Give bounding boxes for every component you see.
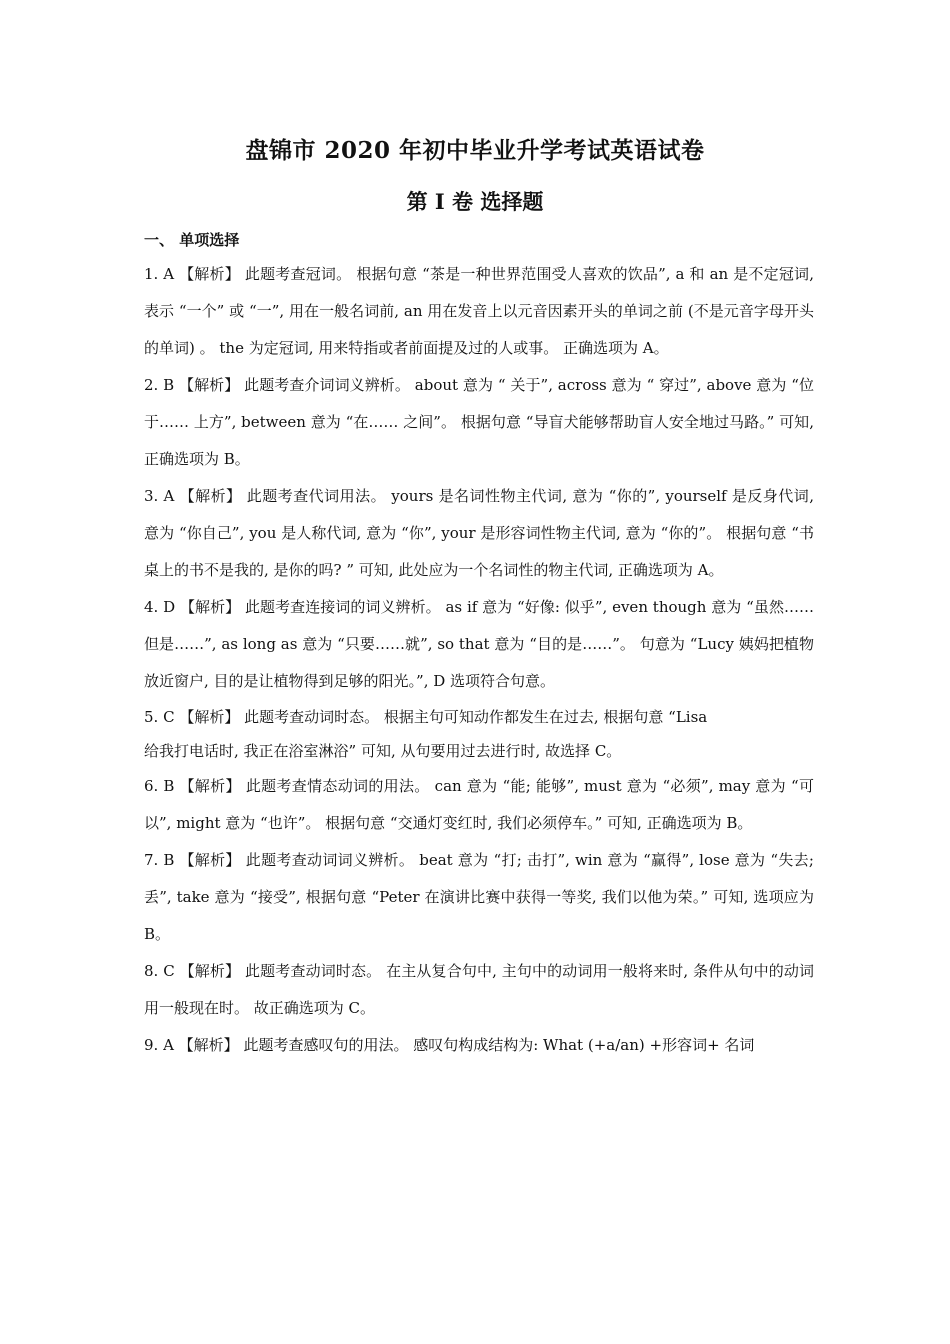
answer-list xyxy=(144,256,814,1064)
answer-item-5-line-1: 5. C 【解析】 此题考查动词时态。 根据主句可知动作都发生在过去, 根据句意 “Lisa xyxy=(144,708,708,726)
answer-item-4: 4. D 【解析】 此题考查连接词的词义辨析。 as if 意为 “好像: 似乎”, even though 意为 “虽然…… 但是……”, as long as 意为 “只要……就”, so that 意为 “目的是……”。 句意为 “Lucy 姨妈把植物放近窗户, 目的是让植物得到足够的阳光。”, D 选项符合句意。 xyxy=(144,598,814,690)
answer-item-3: 3. A 【解析】 此题考查代词用法。 yours 是名词性物主代词, 意为 “你的”, yourself 是反身代词, 意为 “你自己”, you 是人称代词, 意为 “你”, your 是形容词性物主代词, 意为 “你的”。 根据句意 “书桌上的书不是我的, 是你的吗? ” 可知, 此处应为一个名词性的物主代词, 正确选项为 A。 xyxy=(144,487,814,579)
answer-item-7: 7. B 【解析】 此题考查动词词义辨析。 beat 意为 “打; 击打”, win 意为 “赢得”, lose 意为 “失去; 丢”, take 意为 “接受”, 根据句意 “Peter 在演讲比赛中获得一等奖, 我们以他为荣。” 可知, 选项应为 B。 xyxy=(144,851,814,943)
answer-item-2: 2. B 【解析】 此题考查介词词义辨析。 about 意为 “ 关于”, across 意为 “ 穿过”, above 意为 “位于…… 上方”, between 意为 “在…… 之间”。 根据句意 “导盲犬能够帮助盲人安全地过马路。” 可知, 正确选项为 B。 xyxy=(144,376,814,468)
answer-item-6: 6. B 【解析】 此题考查情态动词的用法。 can 意为 “能; 能够”, must 意为 “必须”, may 意为 “可以”, might 意为 “也许”。 根据句意 “交通灯变红时, 我们必须停车。” 可知, 正确选项为 B。 xyxy=(144,777,814,832)
page-title: 盘锦市 2020 年初中毕业升学考试英语试卷 xyxy=(245,137,705,164)
section-heading: 一、 单项选择 xyxy=(144,231,240,249)
answer-item-1: 1. A 【解析】 此题考查冠词。 根据句意 “茶是一种世界范围受人喜欢的饮品”, a 和 an 是不定冠词, 表示 “一个” 或 “一”, 用在一般名词前, an 用在发音上以元音因素开头的单词之前 (不是元音字母开头的单词) 。 the 为定冠词, 用来特指或者前面提及过的人或事。 正确选项为 A。 xyxy=(144,265,814,357)
answer-item-5 xyxy=(144,700,814,768)
answer-item-8: 8. C 【解析】 此题考查动词时态。 在主从复合句中, 主句中的动词用一般将来时, 条件从句中的动词用一般现在时。 故正确选项为 C。 xyxy=(144,962,814,1017)
page-subtitle: 第 I 卷 选择题 xyxy=(406,189,544,214)
answer-item-9: 9. A 【解析】 此题考查感叹句的用法。 感叹句构成结构为: What (+a/an) +形容词+ 名词 xyxy=(144,1036,755,1054)
answer-item-5-line-2: 给我打电话时, 我正在浴室淋浴” 可知, 从句要用过去进行时, 故选择 C。 xyxy=(144,742,622,760)
